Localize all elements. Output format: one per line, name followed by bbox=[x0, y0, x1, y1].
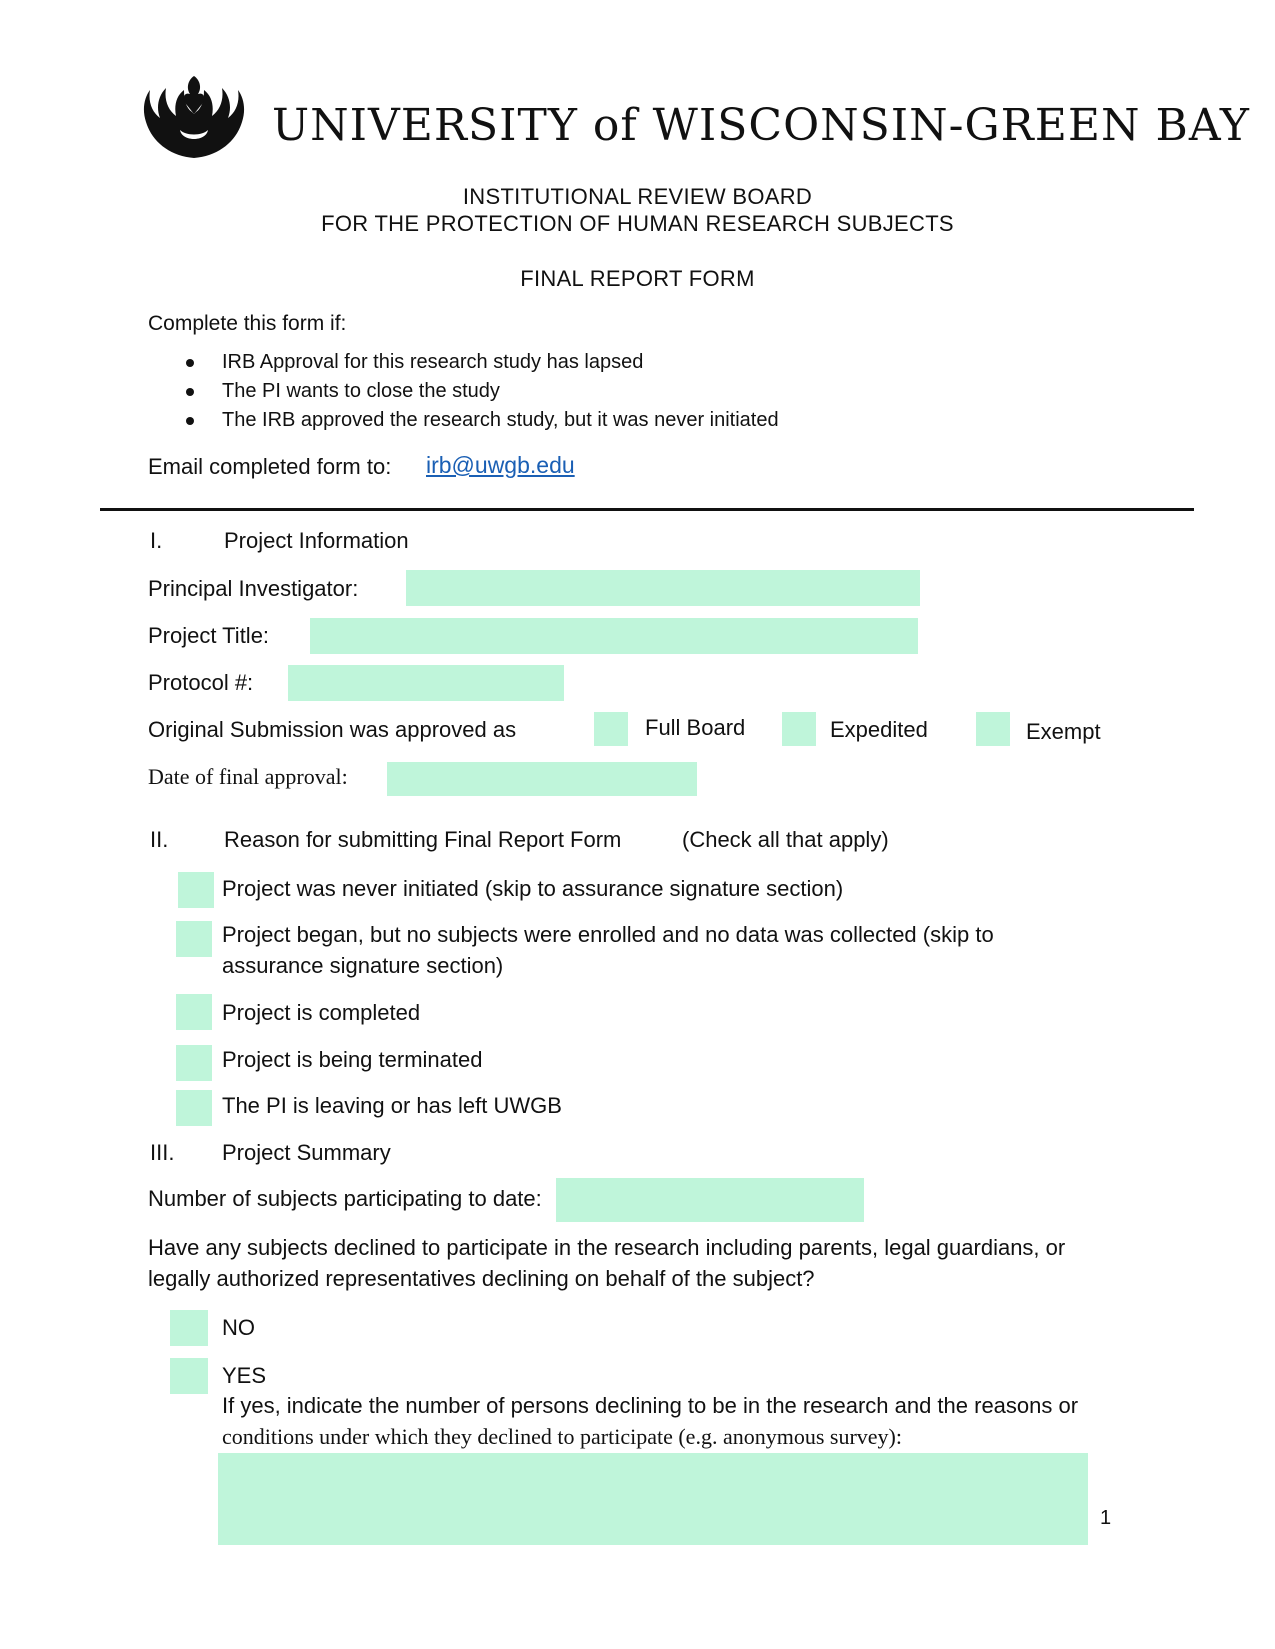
exempt-label: Exempt bbox=[1026, 719, 1101, 744]
bullet-icon bbox=[186, 388, 194, 396]
completed-label: Project is completed bbox=[222, 1000, 421, 1025]
section-2-number: II. bbox=[150, 827, 169, 852]
no-subjects-checkbox[interactable] bbox=[176, 921, 212, 957]
protocol-field[interactable] bbox=[288, 665, 564, 701]
phoenix-logo-icon bbox=[140, 70, 248, 160]
no-checkbox[interactable] bbox=[170, 1310, 208, 1346]
page-number: 1 bbox=[1100, 1507, 1112, 1529]
subjects-count-label: Number of subjects participating to date: bbox=[148, 1186, 542, 1211]
yes-label: YES bbox=[222, 1363, 267, 1388]
full-board-label: Full Board bbox=[645, 715, 746, 740]
declined-details-field[interactable] bbox=[218, 1453, 1088, 1545]
no-subjects-label-cont: assurance signature section) bbox=[222, 953, 504, 978]
project-title-field[interactable] bbox=[310, 618, 918, 654]
intro-bullet-2: The PI wants to close the study bbox=[222, 380, 500, 402]
yes-checkbox[interactable] bbox=[170, 1358, 208, 1394]
declined-question-line2: legally authorized representatives declining on behalf of the subject? bbox=[148, 1266, 815, 1291]
bullet-icon bbox=[186, 417, 194, 425]
pi-field[interactable] bbox=[406, 570, 920, 606]
protocol-label: Protocol #: bbox=[148, 670, 254, 695]
full-board-checkbox[interactable] bbox=[594, 712, 628, 746]
if-yes-instruction-line2: conditions under which they declined to participate (e.g. anonymous survey): bbox=[222, 1424, 902, 1449]
subjects-count-field[interactable] bbox=[556, 1178, 864, 1222]
form-title: FINAL REPORT FORM bbox=[520, 266, 755, 291]
never-initiated-label: Project was never initiated (skip to assurance signature section) bbox=[222, 876, 844, 901]
divider bbox=[100, 508, 1194, 511]
project-title-label: Project Title: bbox=[148, 623, 270, 648]
final-approval-date-field[interactable] bbox=[387, 762, 697, 796]
university-wordmark: UNIVERSITY of WISCONSIN-GREEN BAY bbox=[272, 100, 1250, 151]
final-approval-date-label: Date of final approval: bbox=[148, 764, 348, 789]
complete-if-label: Complete this form if: bbox=[148, 312, 347, 335]
expedited-label: Expedited bbox=[830, 717, 928, 742]
section-1-title: Project Information bbox=[224, 528, 409, 553]
email-link[interactable]: irb@uwgb.edu bbox=[426, 452, 575, 478]
section-2-hint: (Check all that apply) bbox=[682, 827, 889, 852]
never-initiated-checkbox[interactable] bbox=[178, 872, 214, 908]
section-3-title: Project Summary bbox=[222, 1140, 391, 1165]
no-label: NO bbox=[222, 1315, 255, 1340]
expedited-checkbox[interactable] bbox=[782, 712, 816, 746]
intro-bullet-1: IRB Approval for this research study has lapsed bbox=[222, 351, 644, 373]
intro-bullet-3: The IRB approved the research study, but it was never initiated bbox=[222, 409, 779, 431]
completed-checkbox[interactable] bbox=[176, 994, 212, 1030]
pi-leaving-label: The PI is leaving or has left UWGB bbox=[222, 1093, 562, 1118]
declined-question-line1: Have any subjects declined to participate in the research including parents, legal guardians, or bbox=[148, 1235, 1066, 1260]
no-subjects-label: Project began, but no subjects were enrolled and no data was collected (skip to bbox=[222, 922, 994, 947]
pi-label: Principal Investigator: bbox=[148, 576, 359, 601]
bullet-icon bbox=[186, 359, 194, 367]
section-2-title: Reason for submitting Final Report Form bbox=[224, 827, 622, 852]
approved-as-label: Original Submission was approved as bbox=[148, 717, 517, 742]
exempt-checkbox[interactable] bbox=[976, 712, 1010, 746]
pi-leaving-checkbox[interactable] bbox=[176, 1090, 212, 1126]
terminated-checkbox[interactable] bbox=[176, 1045, 212, 1081]
terminated-label: Project is being terminated bbox=[222, 1047, 483, 1072]
email-label: Email completed form to: bbox=[148, 454, 392, 479]
section-3-number: III. bbox=[150, 1140, 175, 1165]
section-1-number: I. bbox=[150, 528, 163, 553]
if-yes-instruction-line1: If yes, indicate the number of persons declining to be in the research and the reasons or bbox=[222, 1393, 1079, 1418]
board-title: INSTITUTIONAL REVIEW BOARD bbox=[462, 184, 813, 209]
board-subtitle: FOR THE PROTECTION OF HUMAN RESEARCH SUBJECTS bbox=[321, 211, 954, 236]
